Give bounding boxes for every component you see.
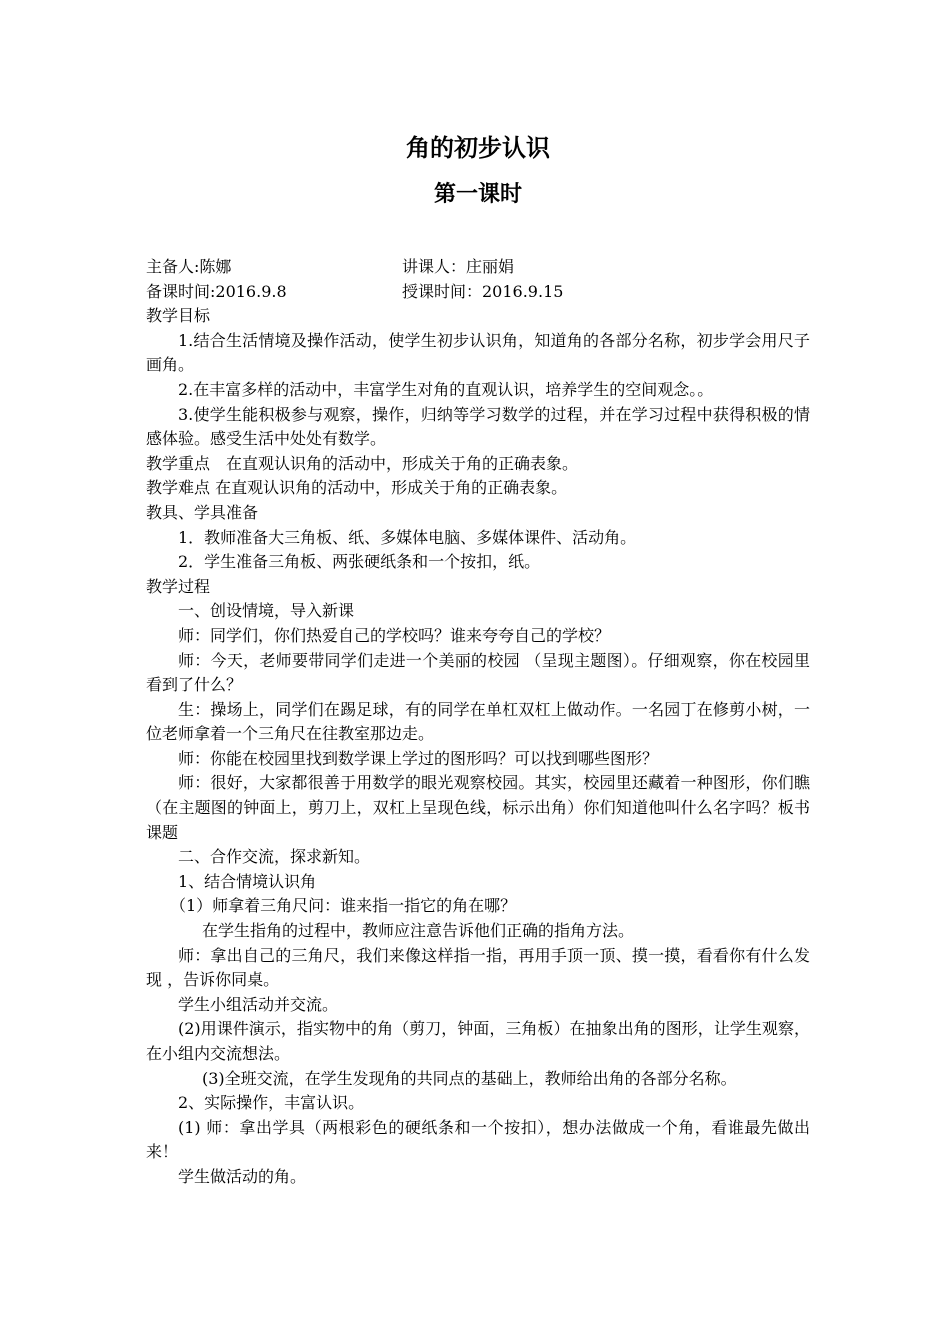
section-heading: 教具、学具准备 (146, 502, 259, 522)
document-title: 角的初步认识 (406, 134, 550, 162)
paragraph: (1) 师：拿出学具（两根彩色的硬纸条和一个按扣），想办法做成一个角，看谁最先做出来！ (146, 1117, 810, 1162)
paragraph: 1、结合情境认识角 (178, 871, 317, 891)
paragraph: 1．教师准备大三角板、纸、多媒体电脑、多媒体课件、活动角。 (178, 527, 637, 547)
paragraph: 学生做活动的角。 (178, 1166, 307, 1186)
lesson-meta (146, 255, 810, 304)
document-page (146, 130, 810, 1190)
preparer: 主备人:陈娜 (146, 257, 232, 276)
teach-time: 授课时间：2016.9.15 (402, 281, 564, 301)
paragraph: 师：同学们，你们热爱自己的学校吗？谁来夸夸自己的学校？ (178, 625, 611, 645)
document-subtitle: 第一课时 (433, 182, 522, 207)
paragraph: 1.结合生活情境及操作活动，使学生初步认识角，知道角的各部分名称，初步学会用尺子画角。 (146, 330, 810, 375)
section-heading: 教学目标 (146, 306, 211, 326)
meta-row-people (146, 255, 810, 280)
section-heading: 教学重点 在直观认识角的活动中，形成关于角的正确表象。 (146, 453, 579, 473)
paragraph: 2、实际操作，丰富认识。 (178, 1093, 365, 1113)
paragraph: 学生小组活动并交流。 (178, 994, 339, 1014)
paragraph: (2)用课件演示，指实物中的角（剪刀，钟面，三角板）在抽象出角的图形，让学生观察，在小组内交流想法。 (146, 1019, 810, 1063)
paragraph: 师：拿出自己的三角尺，我们来像这样指一指，再用手顶一顶、摸一摸，看看你有什么发现 ，告诉你同桌。 (146, 945, 810, 990)
paragraph: 3.使学生能积极参与观察，操作，归纳等学习数学的过程，并在学习过程中获得积极的情感体验。感受生活中处处有数学。 (146, 404, 810, 449)
prep-time: 备课时间:2016.9.8 (146, 281, 287, 301)
section-heading: 教学难点 在直观认识角的活动中，形成关于角的正确表象。 (146, 478, 568, 498)
paragraph: （1）师拿着三角尺问：谁来指一指它的角在哪？ (170, 896, 517, 916)
paragraph: (3)全班交流，在学生发现角的共同点的基础上，教师给出角的各部分名称。 (202, 1068, 737, 1088)
section-heading: 教学过程 (146, 576, 211, 596)
meta-row-dates (146, 280, 810, 305)
paragraph: 一、创设情境，导入新课 (178, 601, 355, 621)
document-body (146, 304, 810, 1189)
paragraph: 师：很好，大家都很善于用数学的眼光观察校园。其实，校园里还藏着一种图形，你们瞧（在主题图的钟面上，剪刀上，双杠上呈现色线，标示出角）你们知道他叫什么名字吗？板书课题 (146, 773, 810, 842)
paragraph: 生：操场上，同学们在踢足球，有的同学在单杠双杠上做动作。一名园丁在修剪小树，一位老师拿着一个三角尺在往教室那边走。 (146, 699, 810, 744)
paragraph: 2.在丰富多样的活动中，丰富学生对角的直观认识，培养学生的空间观念。。 (178, 379, 714, 399)
paragraph: 2．学生准备三角板、两张硬纸条和一个按扣，纸。 (178, 552, 541, 572)
paragraph: 在学生指角的过程中，教师应注意告诉他们正确的指角方法。 (202, 921, 635, 941)
paragraph: 二、合作交流，探求新知。 (178, 847, 371, 867)
paragraph: 师：你能在校园里找到数学课上学过的图形吗？可以找到哪些图形？ (178, 748, 659, 768)
paragraph: 师：今天，老师要带同学们走进一个美丽的校园 （呈现主题图）。仔细观察，你在校园里看到了什么？ (146, 650, 810, 695)
lecturer: 讲课人：庄丽娟 (402, 257, 515, 276)
